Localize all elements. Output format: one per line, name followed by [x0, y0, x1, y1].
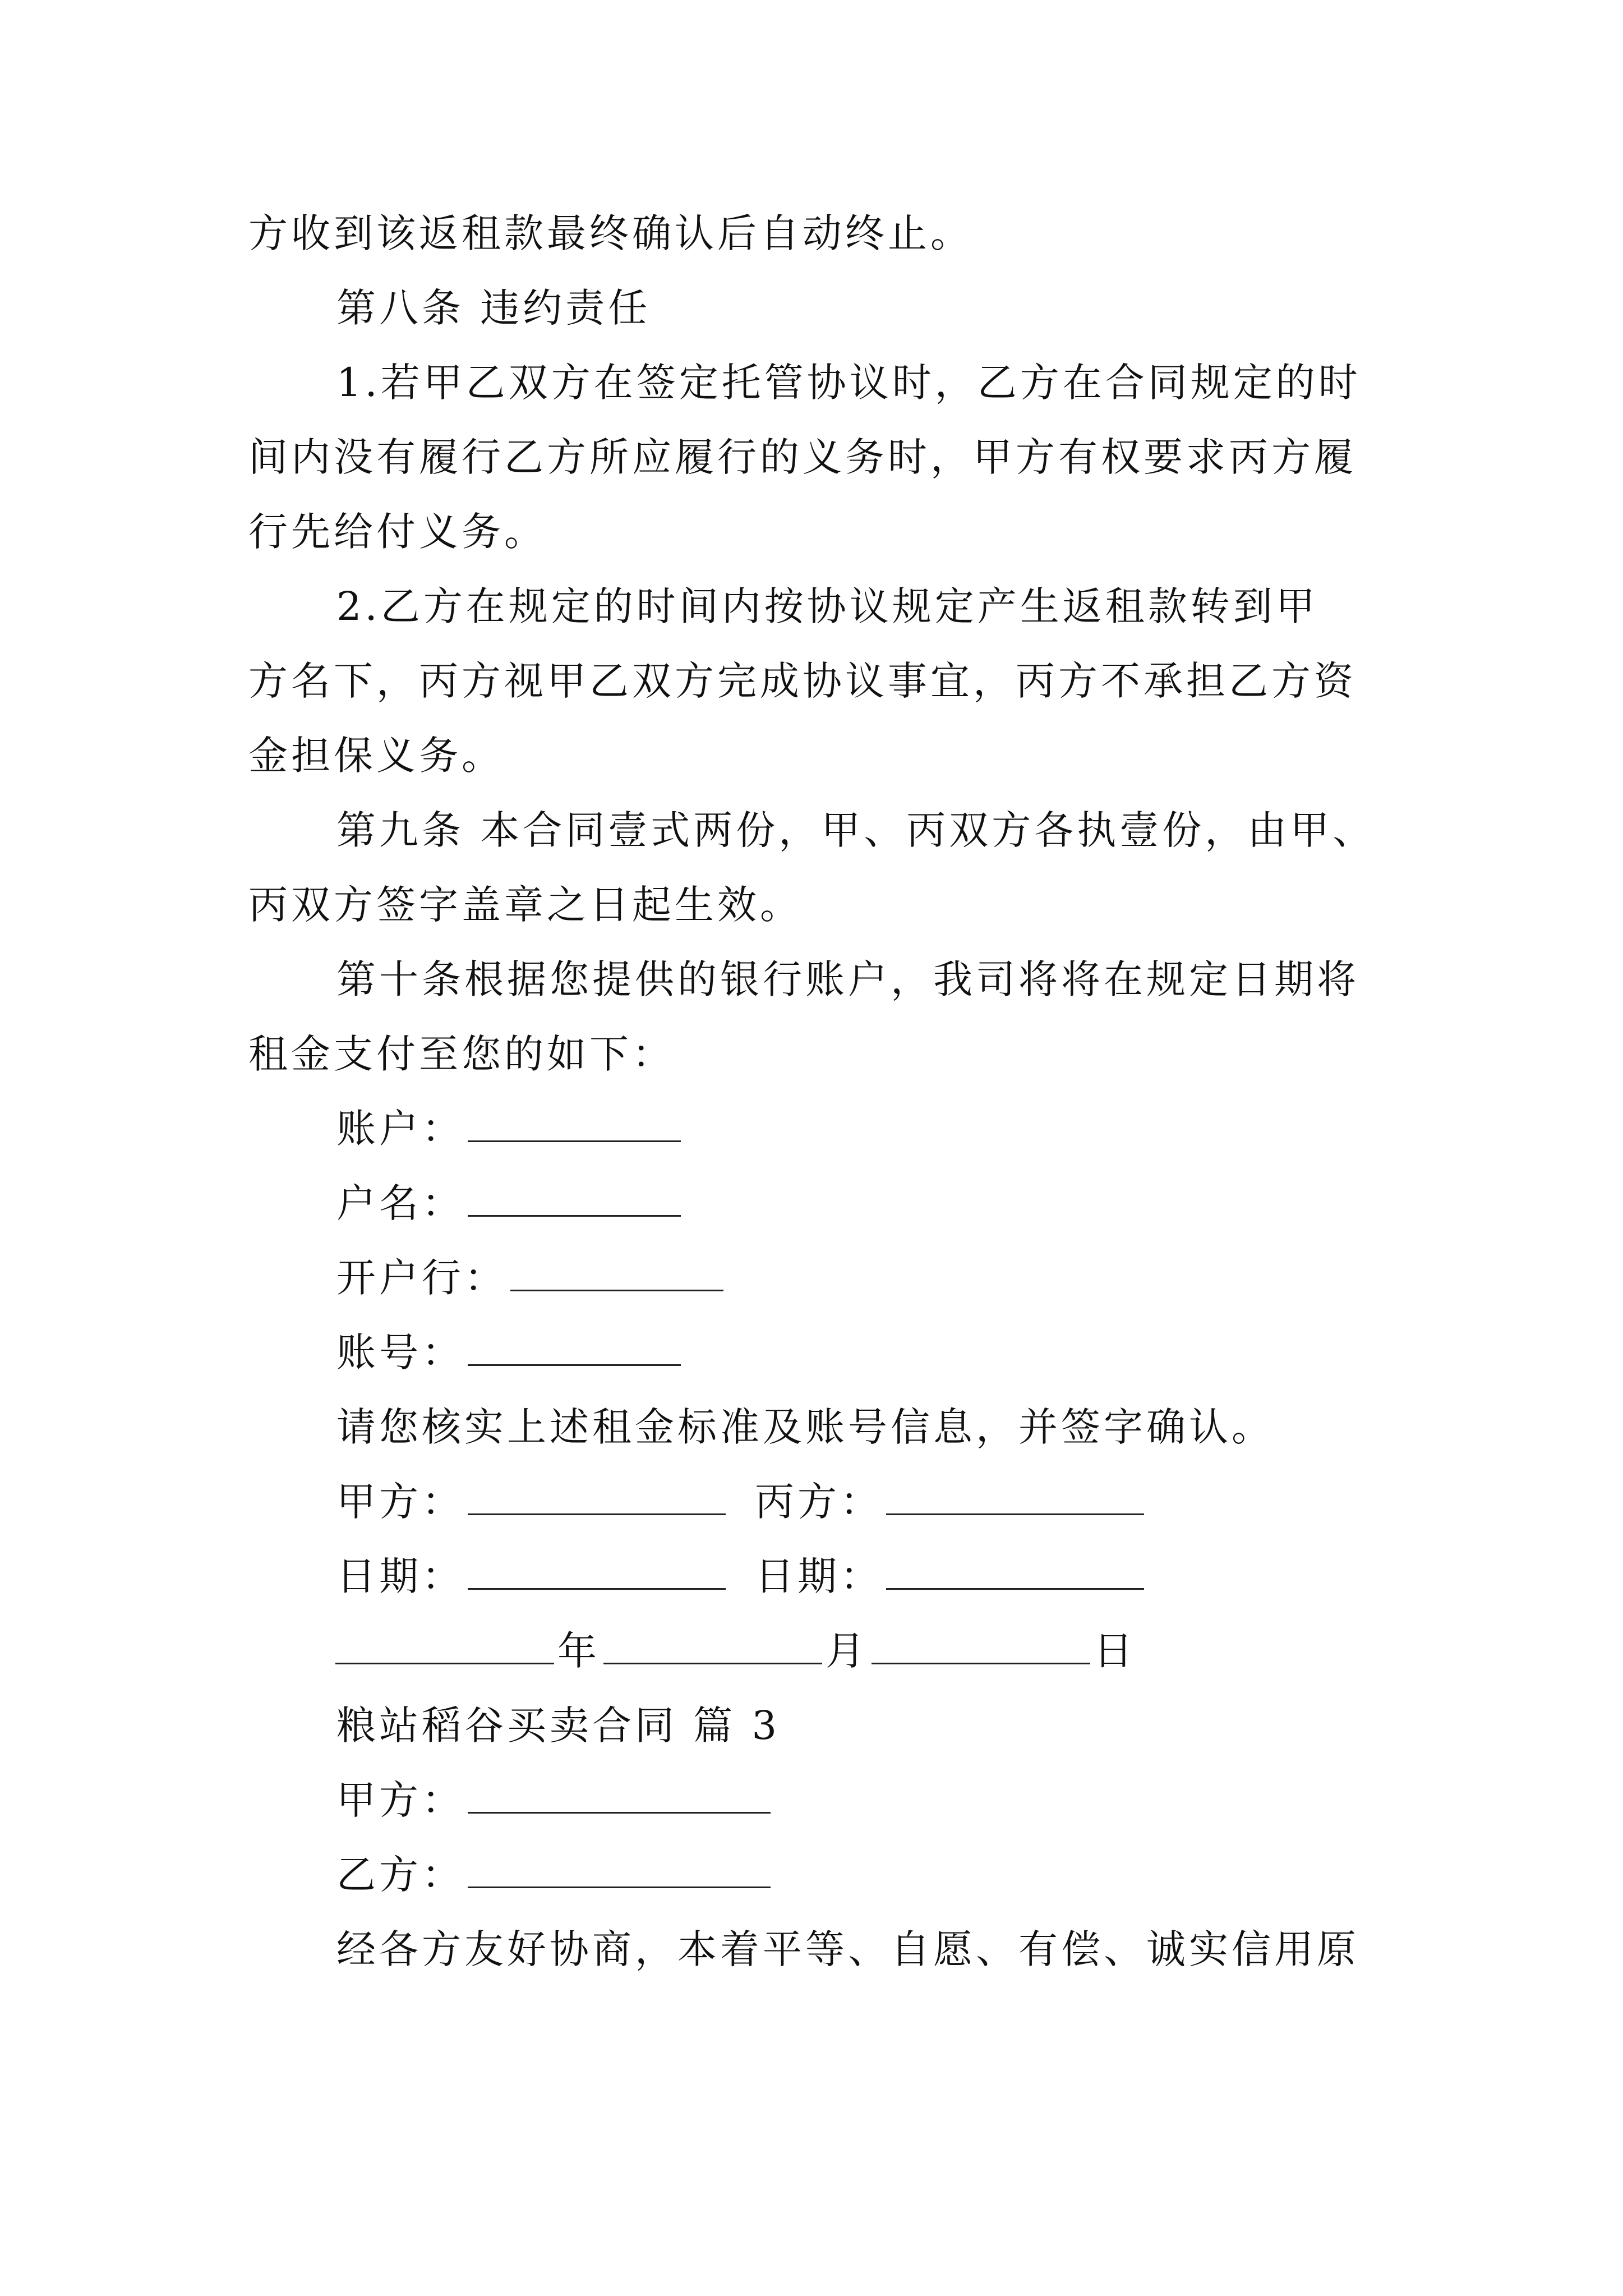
text-line: 方名下，丙方视甲乙双方完成协议事宜，丙方不承担乙方资: [248, 658, 1357, 704]
text-line: 方收到该返租款最终确认后自动终止。: [248, 210, 973, 256]
section-party-b-blank[interactable]: [468, 1852, 771, 1888]
account-number-label: 账号：: [336, 1329, 464, 1375]
account-name-label: 户名：: [336, 1180, 464, 1226]
article-9-text: 第九条 本合同壹式两份，甲、丙双方各执壹份，由甲、: [336, 807, 1376, 853]
article-10-text: 第十条根据您提供的银行账户，我司将将在规定日期将: [336, 956, 1359, 1002]
section-intro: 经各方友好协商，本着平等、自愿、有偿、诚实信用原: [336, 1926, 1359, 1972]
section-party-a-blank[interactable]: [468, 1777, 771, 1814]
account-number-blank[interactable]: [468, 1329, 681, 1366]
month-label: 月: [826, 1628, 868, 1674]
date-blank-1[interactable]: [468, 1553, 726, 1590]
text-line: 间内没有履行乙方所应履行的义务时，甲方有权要求丙方履: [248, 434, 1357, 480]
day-label: 日: [1094, 1628, 1136, 1674]
text-line: 租金支付至您的如下：: [248, 1031, 675, 1077]
text-line: 1.若甲乙双方在签定托管协议时，乙方在合同规定的时: [336, 360, 1361, 406]
party-signature-row: [336, 1477, 1147, 1526]
party-a-label: 甲方：: [336, 1479, 464, 1525]
date-blank-2[interactable]: [886, 1553, 1144, 1590]
section-party-a-row: [336, 1775, 774, 1825]
year-label: 年: [557, 1628, 600, 1674]
bank-label: 开户行：: [336, 1255, 507, 1301]
party-c-blank[interactable]: [886, 1479, 1144, 1515]
confirm-text: 请您核实上述租金标准及账号信息，并签字确认。: [336, 1404, 1274, 1450]
date-signature-row: [336, 1552, 1147, 1601]
account-blank[interactable]: [468, 1106, 681, 1142]
date-label-1: 日期：: [336, 1553, 464, 1599]
bank-row: [336, 1253, 727, 1303]
text-line: 丙双方签字盖章之日起生效。: [248, 882, 803, 928]
month-blank[interactable]: [603, 1628, 822, 1664]
section-party-a-label: 甲方：: [336, 1777, 464, 1823]
day-blank[interactable]: [872, 1628, 1090, 1664]
account-row: [336, 1104, 684, 1153]
year-blank[interactable]: [335, 1628, 554, 1664]
party-c-label: 丙方：: [755, 1479, 883, 1525]
bank-blank[interactable]: [510, 1255, 723, 1291]
date-label-2: 日期：: [755, 1553, 883, 1599]
section-party-b-label: 乙方：: [336, 1852, 464, 1898]
account-label: 账户：: [336, 1106, 464, 1152]
account-name-row: [336, 1179, 684, 1228]
section-title: 粮站稻谷买卖合同 篇 3: [336, 1703, 781, 1749]
section-party-b-row: [336, 1850, 774, 1899]
account-name-blank[interactable]: [468, 1180, 681, 1217]
party-a-blank[interactable]: [468, 1479, 726, 1515]
text-line: 金担保义务。: [248, 733, 504, 779]
text-line: 行先给付义务。: [248, 509, 547, 555]
date-line: [332, 1626, 1136, 1676]
article-8-heading: 第八条 违约责任: [336, 285, 651, 331]
account-number-row: [336, 1328, 684, 1377]
text-line: 2.乙方在规定的时间内按协议规定产生返租款转到甲: [336, 583, 1318, 629]
